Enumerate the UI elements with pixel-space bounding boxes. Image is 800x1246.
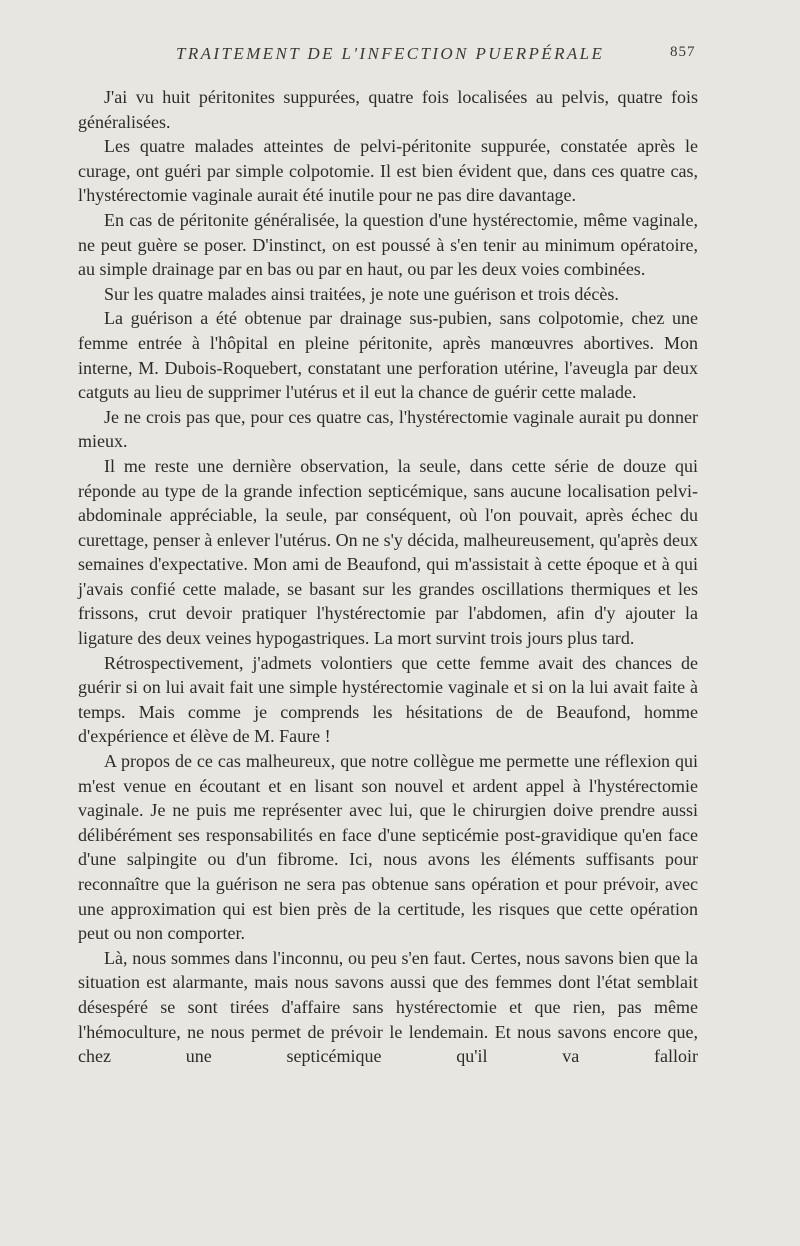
paragraph-10: Là, nous sommes dans l'inconnu, ou peu s'en faut. Certes, nous savons bien que la situation est alarmante, mais nous savons aussi que des femmes dont l'état semblait désespéré se sont tirées d'affaire sans hystérectomie et que rien, pas même l'hémoculture, ne nous permet de prévoir le lendemain. Et nous savons encore que, chez une septicémique qu'il va falloir bbox=[78, 947, 698, 1067]
body-text bbox=[78, 85, 698, 1069]
paragraph-5: La guérison a été obtenue par drainage sus-pubien, sans colpotomie, chez une femme entrée à l'hôpital en pleine péritonite, après manœuvres abortives. Mon interne, M. Dubois-Roquebert, constatant une perforation utérine, l'aveugla par deux catguts au lieu de supprimer l'utérus et il eut la chance de guérir cette malade. bbox=[78, 308, 698, 403]
paragraph-1: J'ai vu huit péritonites suppurées, quatre fois localisées au pelvis, quatre fois généralisées. bbox=[78, 87, 698, 132]
paragraph-9: A propos de ce cas malheureux, que notre collègue me permette une réflexion qui m'est venue en écoutant et en lisant son nouvel et ardent appel à l'hystérectomie vaginale. Je ne puis me représenter avec lui, que le chirurgien doive prendre aussi délibérément ses responsabilités en face d'une septicémie post-gravidique qu'en face d'une salpingite ou d'un fibrome. Ici, nous avons les éléments suffisants pour reconnaître que la guérison ne sera pas obtenue sans opération et pour prévoir, avec une approximation qui est bien près de la certitude, les risques que cette opération peut ou non comporter. bbox=[78, 751, 698, 944]
page-number: 857 bbox=[670, 44, 696, 60]
paragraph-3: En cas de péritonite généralisée, la question d'une hystérectomie, même vaginale, ne peut guère se poser. D'instinct, on est poussé à s'en tenir au minimum opératoire, au simple drainage par en bas ou par en haut, ou par les deux voies combinées. bbox=[78, 209, 698, 280]
paragraph-2: Les quatre malades atteintes de pelvi-péritonite suppurée, constatée après le curage, ont guéri par simple colpotomie. Il est bien évident que, dans ces quatre cas, l'hystérectomie vaginale aurait été inutile pour ne pas dire davantage. bbox=[78, 136, 698, 206]
paragraph-4: Sur les quatre malades ainsi traitées, je note une guérison et trois décès. bbox=[104, 283, 619, 304]
paragraph-7: Il me reste une dernière observation, la seule, dans cette série de douze qui réponde au type de la grande infection septicémique, sans aucune localisation pelvi-abdominale appréciable, la seule, par conséquent, où l'on pouvait, après échec du curettage, penser à enlever l'utérus. On ne s'y décida, malheureusement, qu'après deux semaines d'expectative. Mon ami de Beaufond, qui m'assistait à cette époque et à qui j'avais confié cette malade, se basant sur les grandes oscillations thermiques et les frissons, crut devoir pratiquer l'hystérectomie par l'abdomen, afin d'y ajouter la ligature des deux veines hypogastriques. La mort survint trois jours plus tard. bbox=[78, 455, 698, 649]
paragraph-8: Rétrospectivement, j'admets volontiers que cette femme avait des chances de guérir si on lui avait fait une simple hystérectomie vaginale et si on la lui avait faite à temps. Mais comme je comprends les hésitations de de Beaufond, homme d'expérience et élève de M. Faure ! bbox=[78, 652, 698, 747]
running-title: TRAITEMENT DE L'INFECTION PUERPÉRALE bbox=[176, 44, 605, 63]
paragraph-6: Je ne crois pas que, pour ces quatre cas, l'hystérectomie vaginale aurait pu donner mieux. bbox=[78, 406, 698, 452]
